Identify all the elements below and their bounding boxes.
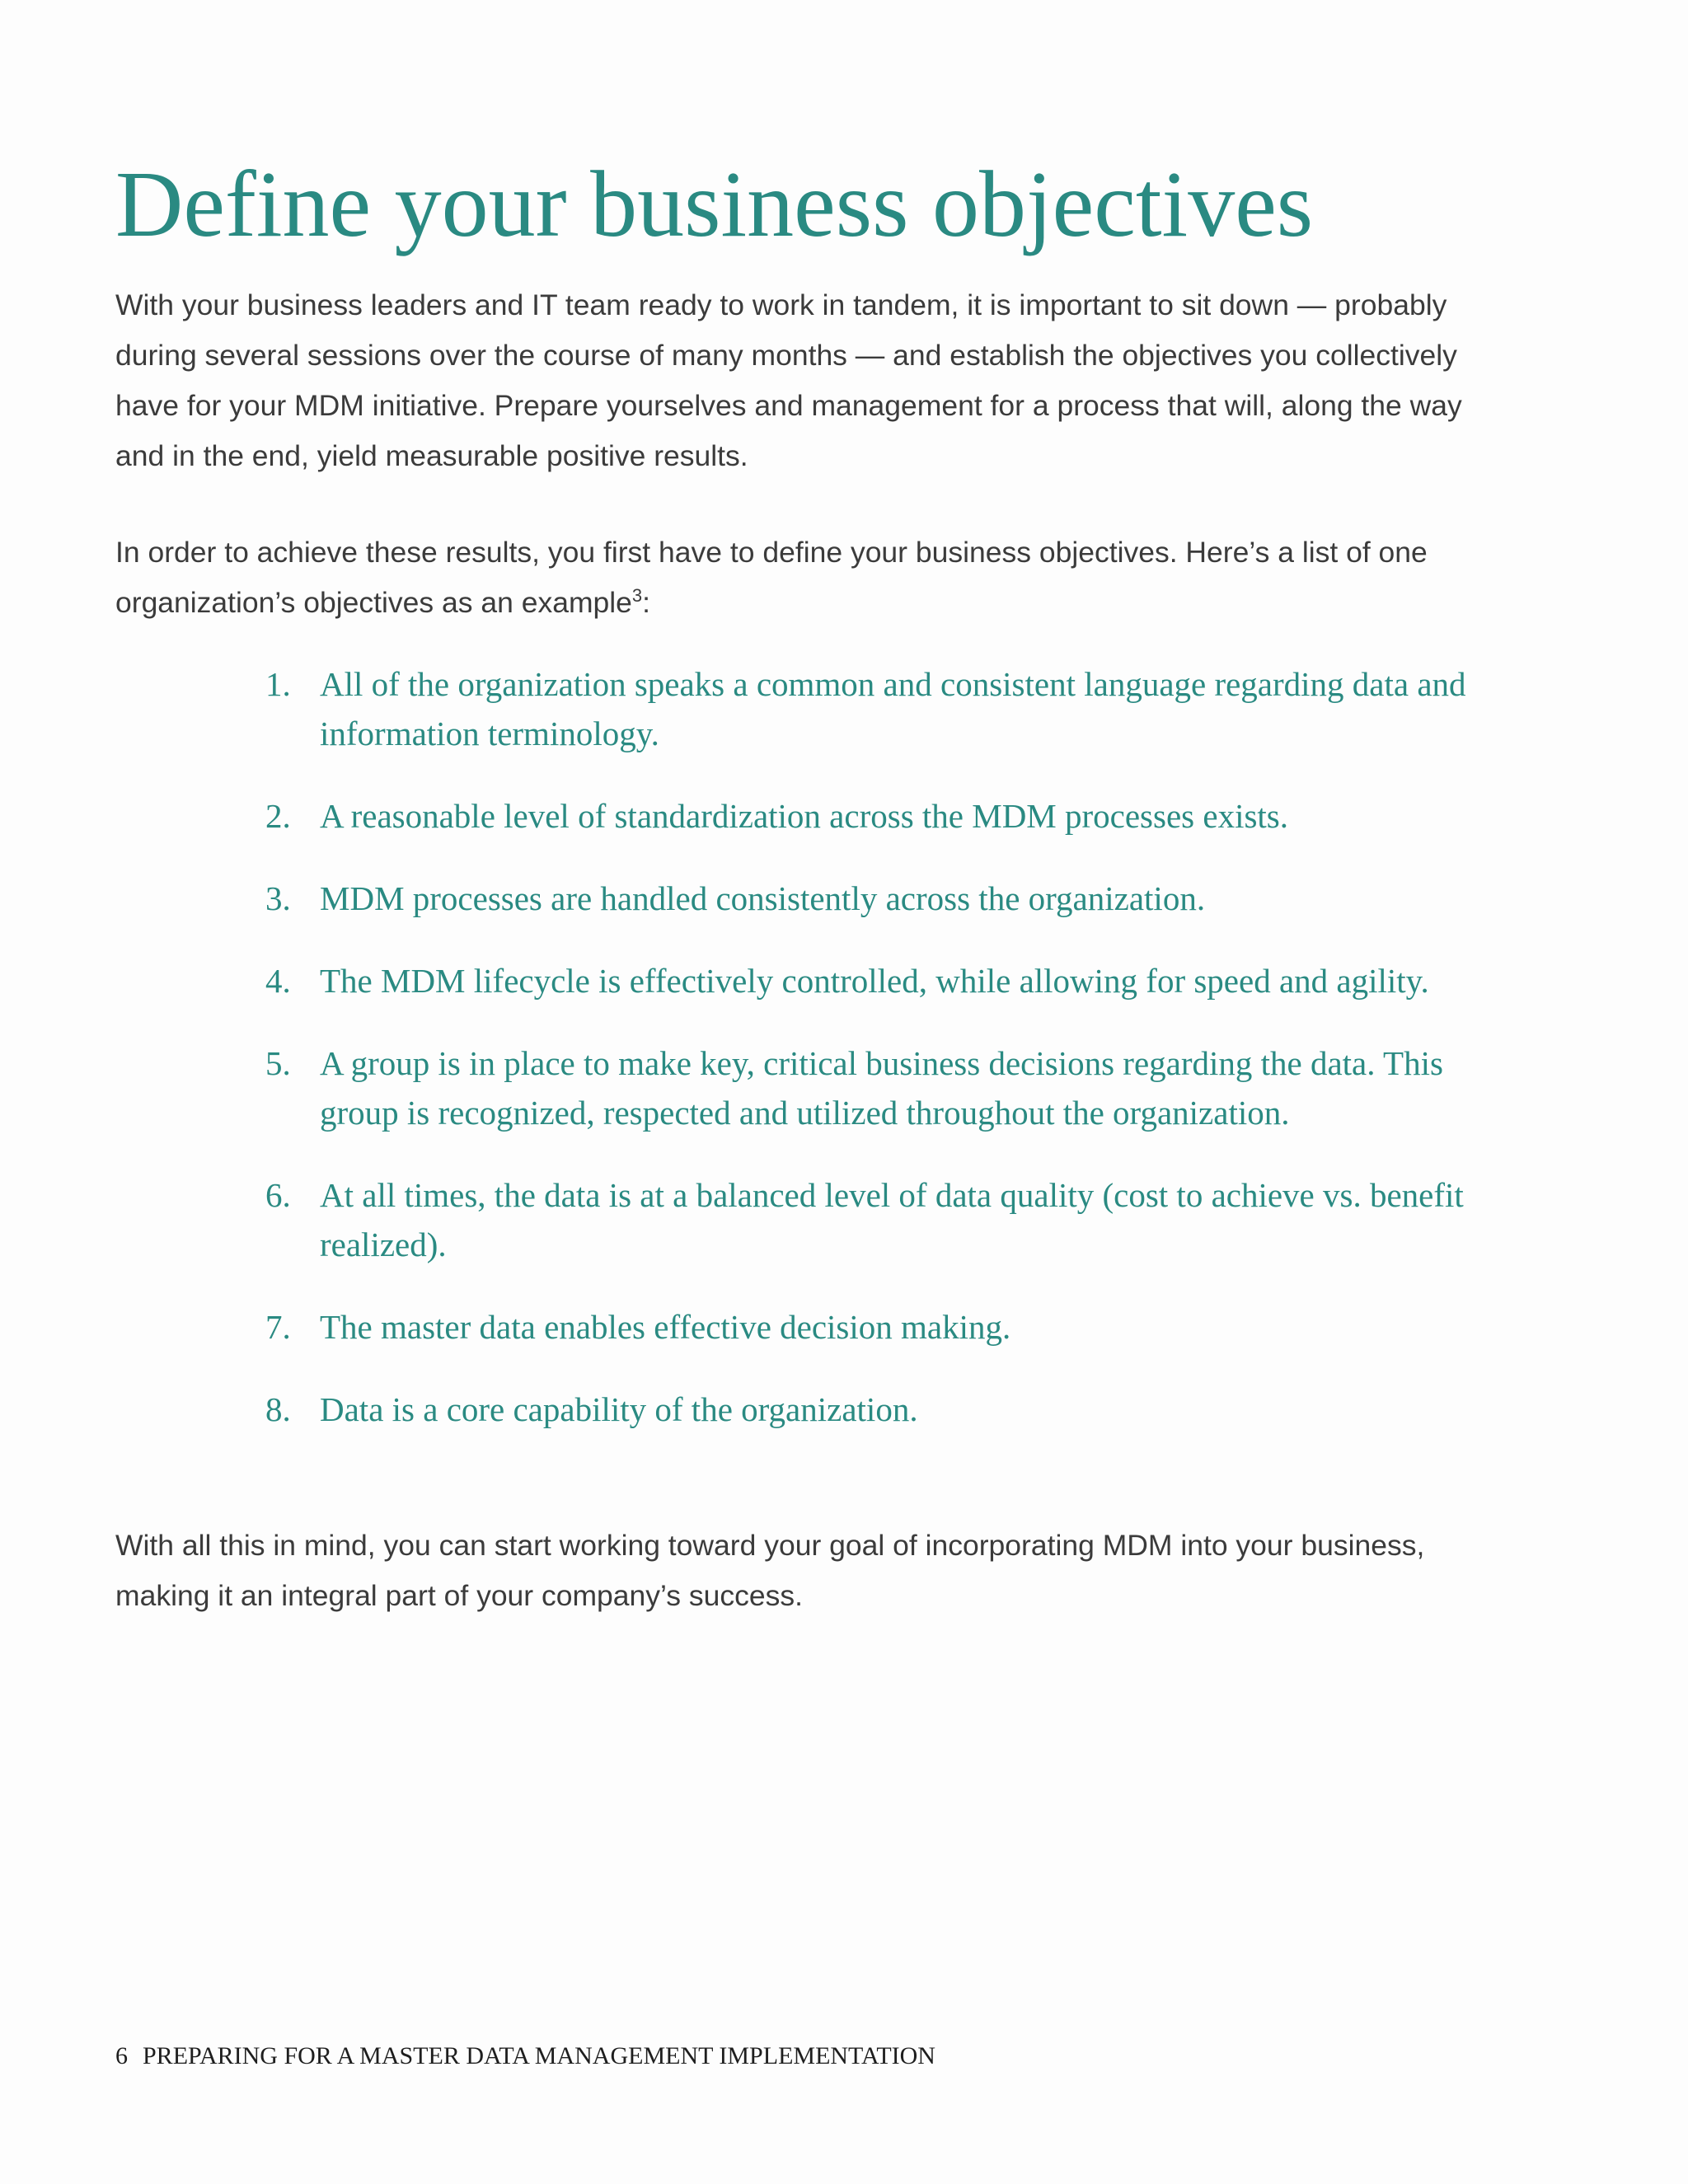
objective-number: 6. bbox=[265, 1176, 291, 1214]
objective-number: 5. bbox=[265, 1044, 291, 1082]
objective-item bbox=[265, 1385, 1485, 1434]
intro-paragraph-2-end: : bbox=[642, 586, 651, 619]
closing-paragraph: With all this in mind, you can start working toward your goal of incorporating MDM into your business, making it an integral part of your company’s success. bbox=[115, 1529, 1425, 1612]
running-title: PREPARING FOR A MASTER DATA MANAGEMENT IMPLEMENTATION bbox=[143, 2042, 935, 2069]
intro-paragraph-1: With your business leaders and IT team ready to work in tandem, it is important to sit down — probably during several sessions over the course of many months — and establish the objectives you collectively have for your MDM initiative. Prepare yourselves and management for a process that will, along the way and in the end, yield measurable positive results. bbox=[115, 288, 1462, 472]
objective-text: MDM processes are handled consistently across the organization. bbox=[320, 879, 1206, 917]
objective-text: All of the organization speaks a common and consistent language regarding data and information terminology. bbox=[320, 665, 1466, 752]
objective-item bbox=[265, 874, 1485, 923]
intro-paragraph-2 bbox=[115, 527, 1467, 628]
objective-item bbox=[265, 1170, 1485, 1269]
objective-text: A group is in place to make key, critical business decisions regarding the data. This group is recognized, respected and utilized throughout the organization. bbox=[320, 1044, 1443, 1132]
objective-text: A reasonable level of standardization across the MDM processes exists. bbox=[320, 797, 1289, 835]
objective-item bbox=[265, 956, 1485, 1005]
objective-item bbox=[265, 1302, 1485, 1352]
objective-number: 1. bbox=[265, 665, 291, 703]
objective-text: The master data enables effective decision making. bbox=[320, 1308, 1011, 1346]
page-title: Define your business objectives bbox=[115, 152, 1314, 256]
objective-number: 7. bbox=[265, 1308, 291, 1346]
objectives-list bbox=[265, 659, 1485, 1467]
objective-item bbox=[265, 659, 1485, 758]
objective-text: The MDM lifecycle is effectively controlled, while allowing for speed and agility. bbox=[320, 962, 1429, 1000]
page-number: 6 bbox=[115, 2042, 128, 2069]
objective-number: 2. bbox=[265, 797, 291, 835]
objective-number: 3. bbox=[265, 879, 291, 917]
objective-text: At all times, the data is at a balanced level of data quality (cost to achieve vs. benefit realized). bbox=[320, 1176, 1464, 1263]
objective-text: Data is a core capability of the organization. bbox=[320, 1390, 918, 1428]
objective-item bbox=[265, 791, 1485, 841]
intro-paragraph-2-text: In order to achieve these results, you first have to define your business objectives. Here’s a list of one organization’s objectives as an example bbox=[115, 536, 1428, 619]
page-footer bbox=[115, 2040, 935, 2073]
objective-item bbox=[265, 1038, 1485, 1137]
objective-number: 4. bbox=[265, 962, 291, 1000]
footnote-reference[interactable]: 3 bbox=[631, 585, 643, 607]
objective-number: 8. bbox=[265, 1390, 291, 1428]
